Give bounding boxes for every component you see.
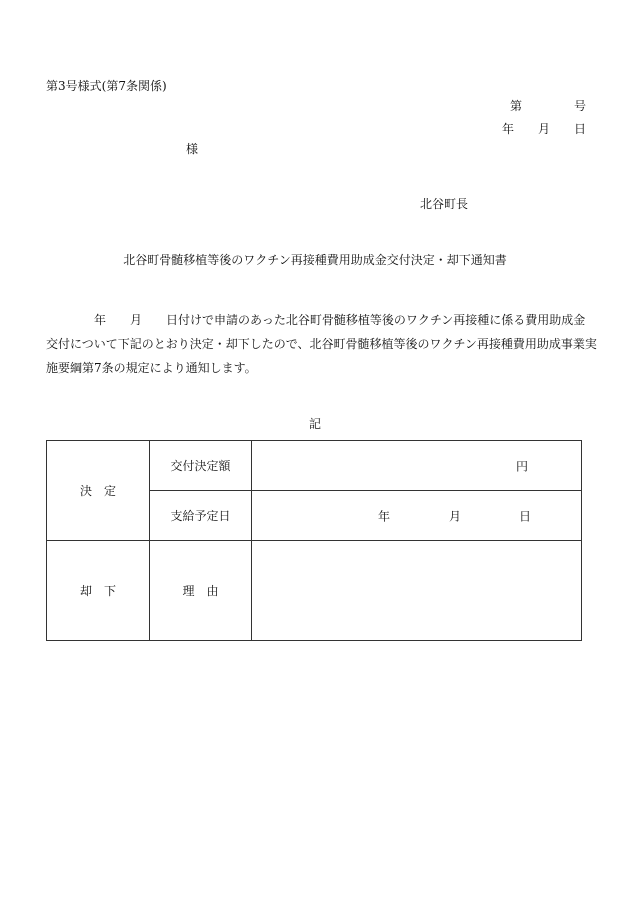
addressee: 様	[186, 142, 199, 156]
body-line-2: 交付について下記のとおり決定・却下したので、北谷町骨髄移植等後のワクチン再接種費用助成事業実	[46, 337, 597, 351]
amount-field	[252, 441, 582, 491]
document-title: 北谷町骨髄移植等後のワクチン再接種費用助成金交付決定・却下通知書	[123, 253, 507, 267]
issue-day: 日	[573, 122, 586, 136]
decision-table	[46, 440, 582, 641]
amount-label: 交付決定額	[150, 441, 252, 491]
rejection-label: 却 下	[47, 541, 150, 641]
payment-date-label: 支給予定日	[150, 491, 252, 541]
payment-year: 年	[378, 509, 391, 523]
issue-date	[502, 123, 586, 135]
body-line-3: 施要綱第7条の規定により通知します。	[46, 361, 257, 375]
ki-heading: 記	[308, 417, 321, 431]
notice-body	[46, 308, 597, 380]
document-number	[510, 100, 586, 112]
amount-unit: 円	[515, 459, 528, 473]
doc-no-prefix: 第	[510, 99, 523, 113]
payment-date-field	[252, 491, 582, 541]
payment-month: 月	[449, 509, 462, 523]
issue-month: 月	[537, 122, 550, 136]
doc-no-suffix: 号	[573, 99, 586, 113]
decision-label: 決 定	[47, 441, 150, 541]
body-line-1: 年 月 日付けで申請のあった北谷町骨髄移植等後のワクチン再接種に係る費用助成金	[94, 313, 586, 327]
reason-label: 理 由	[150, 541, 252, 641]
sender: 北谷町長	[420, 197, 469, 211]
form-number: 第3号様式(第7条関係)	[46, 79, 167, 93]
payment-day: 日	[519, 509, 532, 523]
reason-field	[252, 541, 582, 641]
issue-year: 年	[502, 122, 515, 136]
